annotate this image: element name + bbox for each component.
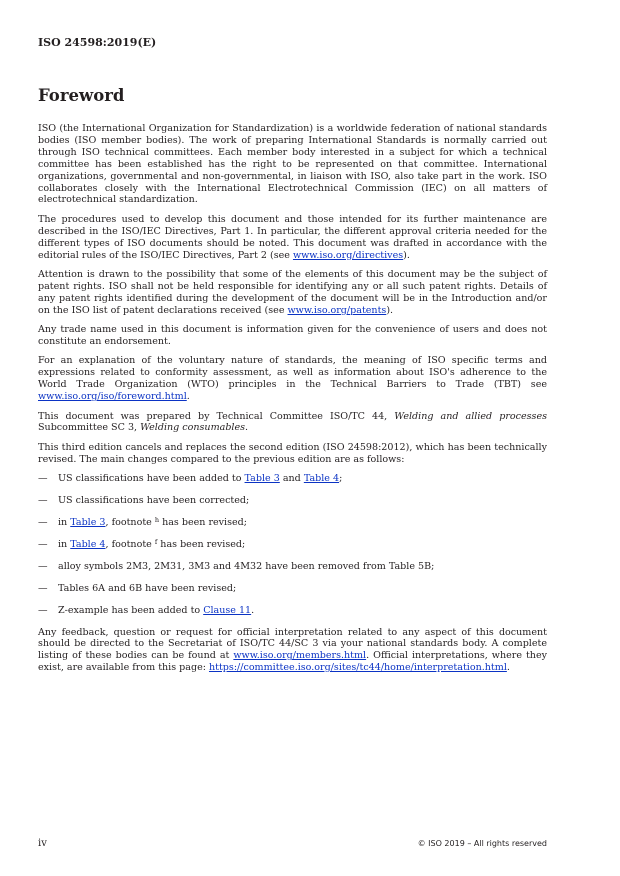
list-item: — US classifications have been corrected; — [38, 495, 250, 507]
list-item: — US classifications have been added to Table 3 and Table 4; — [38, 473, 343, 485]
dash-bullet: — — [38, 560, 48, 572]
paragraph-iso-intro: ISO (the International Organization for Standardization) is a worldwide federation of national standards bodies (ISO member bodies). The work of preparing International Standards is normally carried out through ISO technical committees. Each member body interested in a subject for which a technical committee has been established has the right to be represented on that committee. International organizations, governmental and non-governmental, in liaison with ISO, also take part in the work. ISO collaborates closely with the International Electrotechnical Commission (IEC) on all matters of electrotechnical standardization. — [38, 123, 547, 206]
table-4-link[interactable]: Table 4 — [303, 473, 340, 485]
paragraph-voluntary-nature: For an explanation of the voluntary nature of standards, the meaning of ISO specific terms and expressions related to conformity assessment, as well as information about ISO's adherence to the World Trade Organization (WTO) principles in the Technical Barriers to Trade (TBT) see www.iso.org/iso/foreword.html. — [38, 355, 547, 403]
paragraph-procedures: The procedures used to develop this document and those intended for its further maintenance are described in the ISO/IEC Directives, Part 1. In particular, the different approval criteria needed for the different types of ISO documents should be noted. This document was drafted in accordance with the editorial rules of the ISO/IEC Directives, Part 2 (see www.iso.org/directives). — [38, 213, 547, 261]
dash-bullet: — — [38, 582, 48, 594]
interpretation-link[interactable]: https://committee.iso.org/sites/tc44/home/interpretation.html — [208, 662, 507, 674]
document-id: ISO 24598:2019(E) — [38, 36, 157, 49]
dash-bullet: — — [38, 473, 48, 485]
dash-bullet: — — [38, 516, 48, 528]
list-item: — Tables 6A and 6B have been revised; — [38, 582, 237, 594]
dash-bullet: — — [38, 604, 48, 616]
list-item: — Z-example has been added to Clause 11. — [38, 604, 255, 616]
footnote-marker: f — [154, 537, 158, 546]
list-item: — alloy symbols 2M3, 2M31, 3M3 and 4M32 have been removed from Table 5B; — [38, 560, 435, 572]
footnote-marker: h — [154, 515, 160, 524]
table-3-link[interactable]: Table 3 — [70, 516, 106, 528]
dash-bullet: — — [38, 538, 48, 550]
foreword-link[interactable]: www.iso.org/iso/foreword.html — [38, 391, 187, 403]
paragraph-patents: Attention is drawn to the possibility that some of the elements of this document may be the subject of patent rights. ISO shall not be held responsible for identifying any or all such patent rights. Details of any patent rights identified during the development of the document will be in the Introduction and/or on the ISO list of patent declarations received (see www.iso.org/patents). — [38, 268, 547, 316]
list-item: — in Table 3, footnote $^h$ has been revised; — [38, 515, 247, 528]
table-4-link[interactable]: Table 4 — [70, 538, 106, 550]
paragraph-committee: This document was prepared by Technical Committee ISO/TC 44, Welding and allied processes Subcommittee SC 3, Welding consumables. — [38, 410, 547, 434]
paragraph-edition: This third edition cancels and replaces the second edition (ISO 24598:2012), which has been technically revised. The main changes compared to the previous edition are as follows: — [38, 441, 547, 465]
foreword-body — [38, 123, 547, 682]
clause-11-link[interactable]: Clause 11 — [203, 604, 252, 616]
patents-link[interactable]: www.iso.org/patents — [287, 304, 387, 316]
directives-link[interactable]: www.iso.org/directives — [292, 249, 404, 261]
list-item: — in Table 4, footnote $^f$ has been revised; — [38, 537, 246, 550]
changes-list — [38, 473, 547, 616]
paragraph-trade-name: Any trade name used in this document is information given for the convenience of users and does not constitute an endorsement. — [38, 324, 547, 347]
table-3-link[interactable]: Table 3 — [244, 473, 280, 485]
copyright-notice: © ISO 2019 – All rights reserved — [417, 839, 547, 848]
paragraph-feedback: Any feedback, question or request for official interpretation related to any aspect of this document should be directed to the Secretariat of ISO/TC 44/SC 3 via your national standards body. A complete listing of these bodies can be found at www.iso.org/members.html. Official interpretations, where they exist, are available from this page: https://committee.iso.org/sites/tc44/home/interpretation.html. — [38, 626, 547, 674]
page-title: Foreword — [38, 86, 125, 105]
members-link[interactable]: www.iso.org/members.html — [233, 650, 367, 662]
dash-bullet: — — [38, 495, 48, 507]
page-number: iv — [38, 838, 47, 849]
